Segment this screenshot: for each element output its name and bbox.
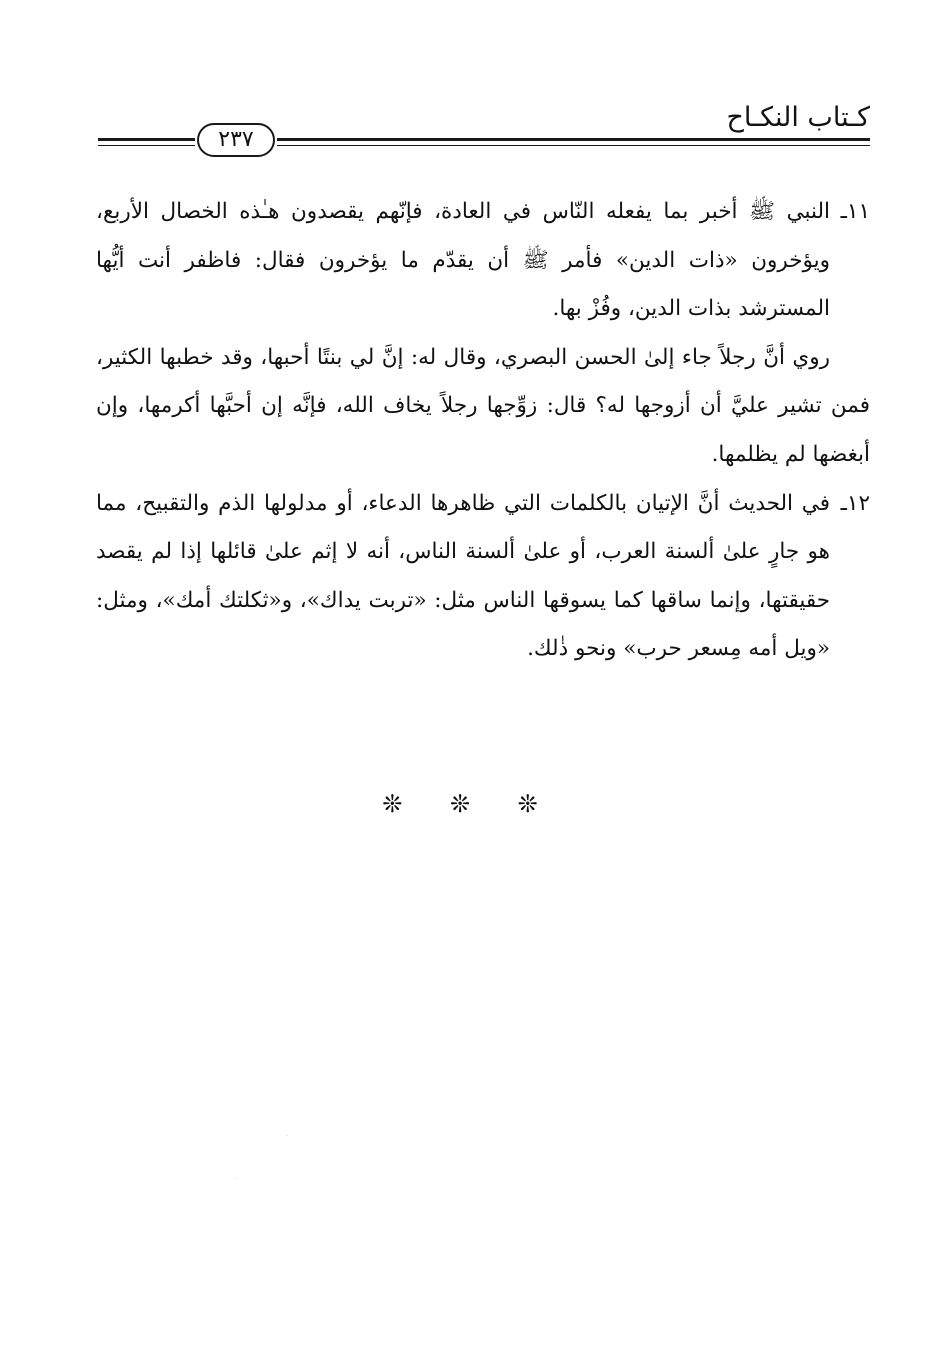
- numbered-item-11: [96, 188, 870, 334]
- item-number: ١٢ـ: [840, 490, 870, 516]
- item-text: في الحديث أنَّ الإتيان بالكلمات التي ظاهرها الدعاء، أو مدلولها الذم والتقبيح، مما هو جارٍ علىٰ ألسنة العرب، أو علىٰ ألسنة الناس، أنه لا إثم علىٰ قائلها إذا لم يقصد حقيقتها، وإنما ساقها كما يسوقها الناس مثل: «تربت يداك»، و«ثكلتك أمك»، ومثل: «ويل أمه مِسعر حرب» ونحو ذٰلك.: [96, 490, 830, 662]
- header-rule-left-thin: [98, 145, 195, 146]
- header-rule-right-thin: [277, 145, 870, 146]
- scan-speck: [235, 1178, 236, 1179]
- header-rule-right: [277, 138, 870, 141]
- main-text: [96, 188, 870, 674]
- running-title: كـتاب النكـاح: [726, 102, 870, 133]
- item-number: ١١ـ: [840, 199, 870, 224]
- numbered-item-12: [96, 480, 870, 674]
- page-number-badge: ٢٣٧: [197, 123, 275, 157]
- section-separator: ❊ ❊ ❊: [382, 790, 558, 818]
- header-rule-left: [98, 138, 195, 141]
- scan-speck: [287, 1135, 288, 1136]
- item-text: النبي ﷺ أخبر بما يفعله النّاس في العادة، فإنّهم يقصدون هـٰذه الخصال الأربع، ويؤخرون «ذات الدين» فأمر ﷺ أن يقدّم ما يؤخرون فقال: فاظفر أنت أيُّها المسترشد بذات الدين، وفُزْ بها.: [96, 199, 830, 322]
- anecdote-paragraph: روي أنَّ رجلاً جاء إلىٰ الحسن البصري، وقال له: إنَّ لي بنتًا أحبها، وقد خطبها الكثير، فمن تشير عليَّ أن أزوجها له؟ قال: زوِّجها رجلاً يخاف الله، فإنَّه إن أحبَّها أكرمها، وإن أبغضها لم يظلمها.: [96, 344, 870, 467]
